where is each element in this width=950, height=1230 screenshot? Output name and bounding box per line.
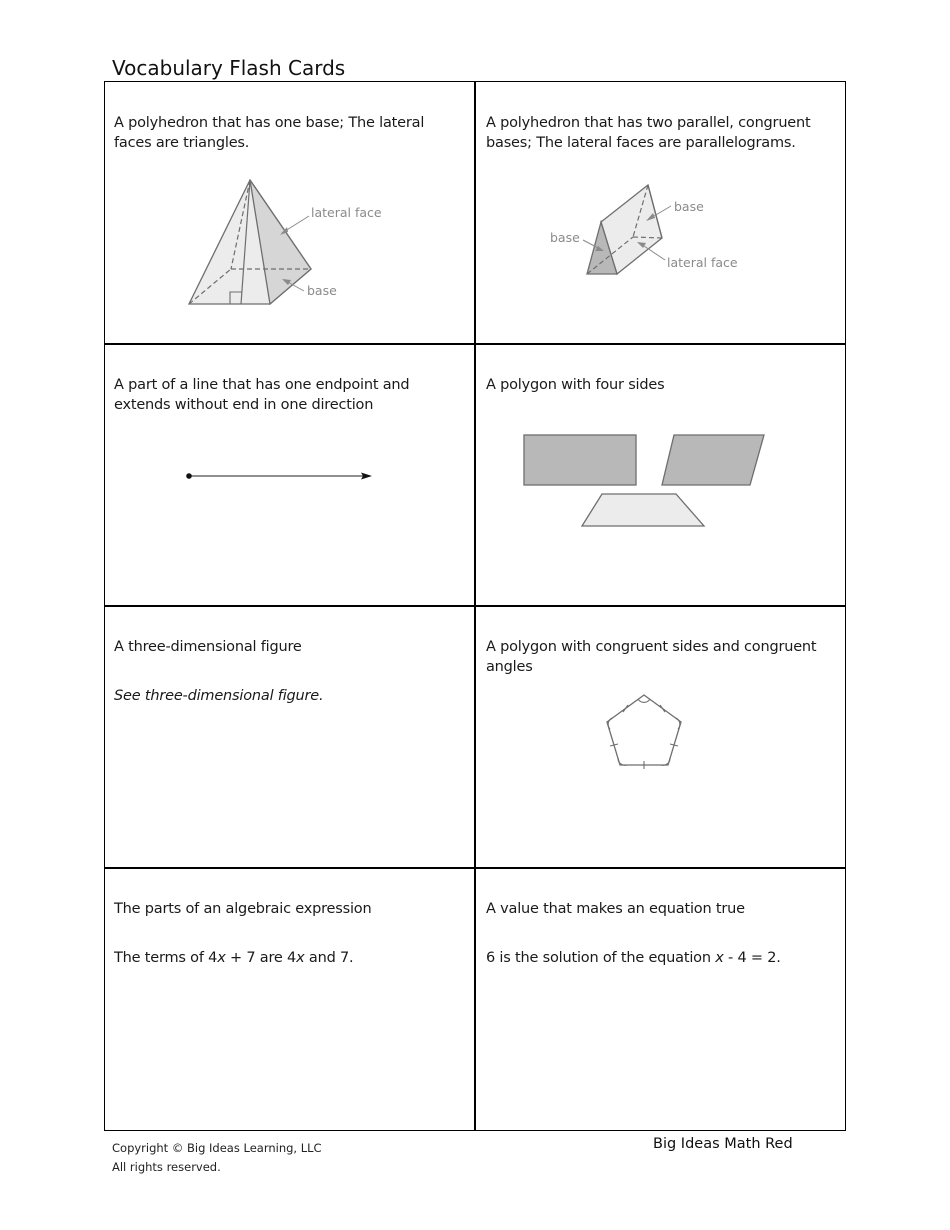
card-example <box>114 948 459 968</box>
rights-text: All rights reserved. <box>112 1160 221 1174</box>
flash-card-solution <box>476 867 846 1129</box>
card-definition: A value that makes an equation true <box>486 901 745 917</box>
copyright-text: Copyright © Big Ideas Learning, LLC <box>112 1141 322 1155</box>
example-text: The terms of 4 <box>114 950 218 966</box>
card-definition: A polygon with four sides <box>486 377 665 393</box>
page-title: Vocabulary Flash Cards <box>112 56 346 80</box>
card-definition: The parts of an algebraic expression <box>114 901 372 917</box>
card-definition: A three-dimensional figure <box>114 639 302 655</box>
example-text: + 7 are 4 <box>225 950 297 966</box>
card-definition: A polyhedron that has one base; The lateral faces are triangles. <box>114 115 425 151</box>
flash-card-ray <box>104 343 474 605</box>
flash-card-pyramid <box>104 81 474 343</box>
lateral-face-label: lateral face <box>667 255 738 270</box>
ray-figure <box>104 343 474 605</box>
base-label-left: base <box>550 230 580 245</box>
example-variable: x <box>217 950 226 966</box>
flash-card-quadrilateral <box>476 343 846 605</box>
card-definition: A polyhedron that has two parallel, congruent bases; The lateral faces are parallelograms. <box>486 115 811 151</box>
base-label-right: base <box>674 199 704 214</box>
example-text: - 4 = 2. <box>723 950 781 966</box>
example-text: 6 is the solution of the equation <box>486 950 716 966</box>
prism-figure <box>476 81 846 343</box>
example-variable: x <box>715 950 724 966</box>
flash-card-solid <box>104 605 474 867</box>
example-text: and 7. <box>304 950 354 966</box>
flash-card-terms <box>104 867 474 1129</box>
card-example <box>486 948 831 968</box>
flash-card-prism <box>476 81 846 343</box>
regular-pentagon-figure <box>476 605 846 867</box>
example-variable: x <box>296 950 305 966</box>
pyramid-figure <box>104 81 474 343</box>
flash-card-regular-polygon <box>476 605 846 867</box>
brand-footer: Big Ideas Math Red <box>653 1136 793 1152</box>
lateral-face-label: lateral face <box>311 205 382 220</box>
card-definition: A part of a line that has one endpoint and extends without end in one direction <box>114 377 410 413</box>
copyright-notice <box>112 1139 322 1177</box>
base-label: base <box>307 283 337 298</box>
quadrilateral-figures <box>476 343 846 605</box>
card-example: See three-dimensional figure. <box>114 688 324 704</box>
card-definition: A polygon with congruent sides and congruent angles <box>486 639 817 675</box>
